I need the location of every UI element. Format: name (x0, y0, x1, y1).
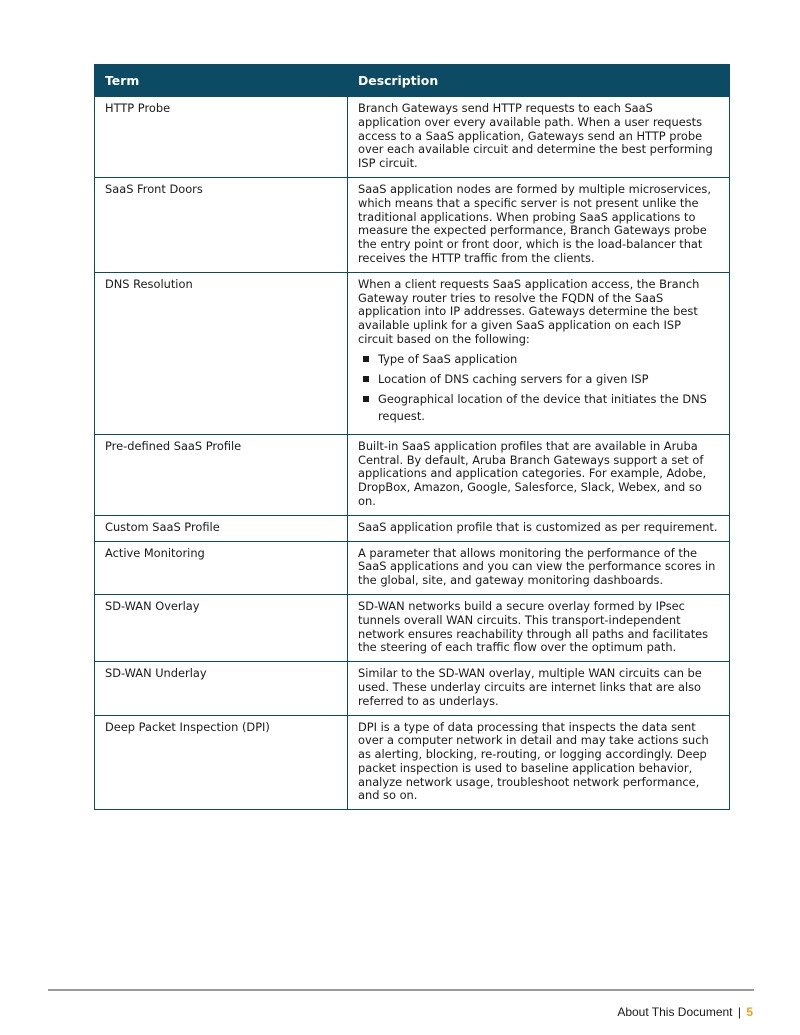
bullet-text: Geographical location of the device that initiates the DNS request. (378, 391, 707, 423)
table-row (95, 272, 730, 434)
description-cell: Branch Gateways send HTTP requests to each SaaS application over every available path. When a user requests access to a SaaS application, Gateways send an HTTP probe over each available circuit and determine the best performing ISP circuit. (348, 97, 730, 177)
bullet-text: Location of DNS caching servers for a given ISP (378, 371, 649, 386)
table-row (95, 97, 730, 177)
table-row (95, 594, 730, 661)
header-description: Description (348, 64, 730, 97)
term-cell: SD-WAN Underlay (95, 662, 348, 715)
footer-separator: | (737, 1005, 741, 1019)
table-row (95, 541, 730, 594)
description-cell: A parameter that allows monitoring the performance of the SaaS applications and you can view the performance scores in the global, site, and gateway monitoring dashboards. (348, 541, 730, 594)
description-cell (348, 272, 730, 434)
term-cell: DNS Resolution (95, 272, 348, 434)
term-cell: Active Monitoring (95, 541, 348, 594)
footer-section-title: About This Document (617, 1005, 733, 1019)
footer-divider (48, 989, 754, 991)
description-cell: SD-WAN networks build a secure overlay formed by IPsec tunnels overall WAN circuits. This transport-independent network ensures reachability through all paths and facilitates the steering of each traffic flow over the optimum path. (348, 594, 730, 661)
term-cell: Deep Packet Inspection (DPI) (95, 715, 348, 810)
bullet-text: Type of SaaS application (378, 351, 518, 366)
description-cell: Built-in SaaS application profiles that are available in Aruba Central. By default, Aruba Branch Gateways support a set of applications and application categories. For example, Adobe, DropBox, Amazon, Google, Salesforce, Slack, Webex, and so on. (348, 434, 730, 515)
description-text: When a client requests SaaS application access, the Branch Gateway router tries to resolve the FQDN of the SaaS application into IP addresses. Gateways determine the best available uplink for a given SaaS application on each ISP circuit based on the following: (358, 276, 700, 346)
page-footer (617, 1005, 753, 1019)
description-cell: Similar to the SD-WAN overlay, multiple WAN circuits can be used. These underlay circuits are internet links that are also referred to as underlays. (348, 662, 730, 715)
description-cell: DPI is a type of data processing that inspects the data sent over a computer network in detail and may take actions such as alerting, blocking, re-routing, or logging accordingly. Deep packet inspection is used to baseline application behavior, analyze network usage, troubleshoot network performance, and so on. (348, 715, 730, 810)
bullet-item (358, 371, 719, 388)
table-header-row (95, 64, 730, 97)
header-term: Term (95, 64, 348, 97)
square-bullet-icon (363, 376, 369, 382)
table-row (95, 177, 730, 272)
table-row (95, 715, 730, 810)
bullet-item (358, 391, 719, 425)
table-row (95, 434, 730, 515)
term-cell: Custom SaaS Profile (95, 515, 348, 541)
term-cell: SD-WAN Overlay (95, 594, 348, 661)
table-row (95, 515, 730, 541)
term-cell: Pre-defined SaaS Profile (95, 434, 348, 515)
term-cell: SaaS Front Doors (95, 177, 348, 272)
term-cell: HTTP Probe (95, 97, 348, 177)
description-cell: SaaS application profile that is customized as per requirement. (348, 515, 730, 541)
table-row (95, 662, 730, 715)
bullet-item (358, 351, 719, 368)
description-cell: SaaS application nodes are formed by multiple microservices, which means that a specific server is not present unlike the traditional applications. When probing SaaS applications to measure the expected performance, Branch Gateways probe the entry point or front door, which is the load-balancer that receives the HTTP traffic from the clients. (348, 177, 730, 272)
square-bullet-icon (363, 396, 369, 402)
terms-table (94, 64, 730, 810)
square-bullet-icon (363, 356, 369, 362)
bullet-list (358, 351, 719, 425)
page-number: 5 (746, 1005, 753, 1019)
